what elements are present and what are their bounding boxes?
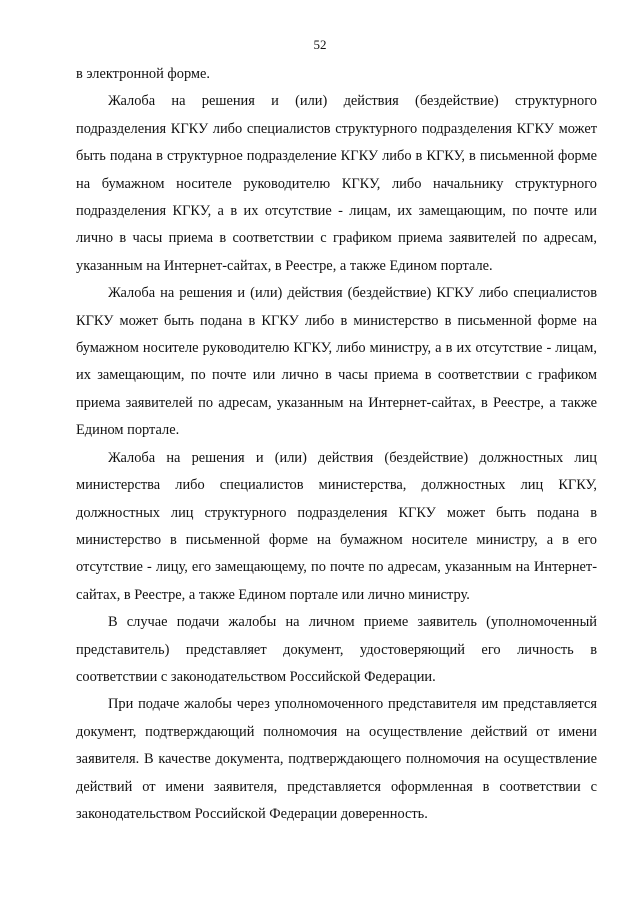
paragraph-complaint-kgku: Жалоба на решения и (или) действия (бездействие) КГКУ либо специалистов КГКУ может быть подана в КГКУ либо в министерство в письменной форме на бумажном носителе руководителю КГКУ, либо министру, а в их отсутствие - лицам, их замещающим, по почте или лично в часы приема в соответствии с графиком приема заявителей по адресам, указанным на Интернет-сайтах, в Реестре, а также Едином портале. <box>76 285 597 439</box>
paragraph-continuation: в электронной форме. <box>76 66 211 82</box>
paragraph-complaint-structural-unit: Жалоба на решения и (или) действия (бездействие) структурного подразделения КГКУ либо специалистов структурного подразделения КГКУ может быть подана в структурное подразделение КГКУ либо в КГКУ, в письменной форме на бумажном носителе руководителю КГКУ, либо начальнику структурного подразделения КГКУ, а в их отсутствие - лицам, их замещающим, по почте или лично в часы приема в соответствии с графиком приема заявителей по адресам, указанным на Интернет-сайтах, в Реестре, а также Едином портале. <box>76 93 597 274</box>
paragraph-personal-reception: В случае подачи жалобы на личном приеме заявитель (уполномоченный представитель) представляет документ, удостоверяющий его личность в соответствии с законодательством Российской Федерации. <box>76 614 597 685</box>
page-number: 52 <box>313 37 327 52</box>
paragraph-complaint-ministry: Жалоба на решения и (или) действия (бездействие) должностных лиц министерства либо специалистов министерства, должностных лиц КГКУ, должностных лиц структурного подразделения КГКУ может быть подана в министерство в письменной форме на бумажном носителе министру, а в его отсутствие - лицу, его замещающему, по почте по адресам, указанным на Интернет-сайтах, в Реестре, а также Едином портале или лично министру. <box>76 449 597 603</box>
document-text <box>76 61 597 828</box>
paragraph-authorized-representative: При подаче жалобы через уполномоченного представителя им представляется документ, подтверждающий полномочия на осуществление действий от имени заявителя. В качестве документа, подтверждающего полномочия на осуществление действий от имени заявителя, представляется оформленная в соответствии с законодательством Российской Федерации доверенность. <box>76 696 597 822</box>
